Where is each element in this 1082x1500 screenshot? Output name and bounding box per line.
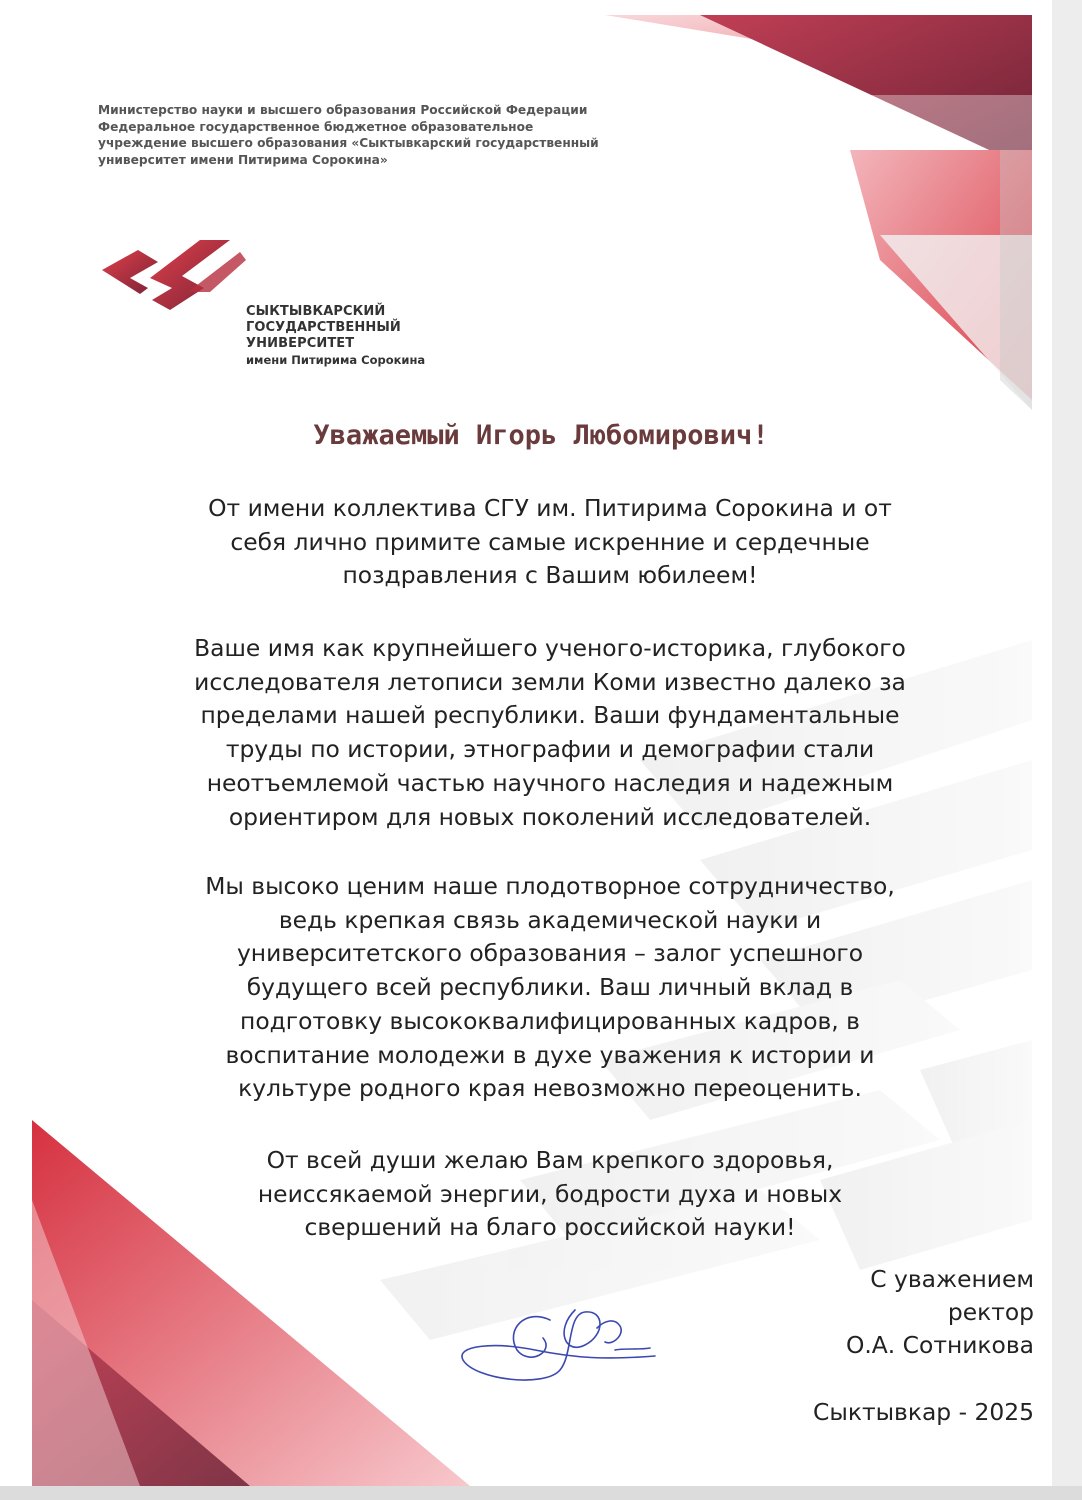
text-line: Ваше имя как крупнейшего ученого-историка, глубокого: [194, 634, 906, 662]
text-line: труды по истории, этнографии и демографии стали: [225, 735, 875, 764]
logo-line: ГОСУДАРСТВЕННЫЙ: [246, 320, 401, 335]
header-line: Федеральное государственное бюджетное образовательное: [98, 119, 534, 134]
text-line: От всей души желаю Вам крепкого здоровья,: [266, 1146, 834, 1174]
signer-name: О.А. Сотникова: [845, 1331, 1034, 1359]
position-line: ректор: [947, 1298, 1034, 1326]
handwritten-signature-icon: [455, 1300, 1015, 1410]
text-line: пределами нашей республики. Ваши фундаментальные: [200, 701, 900, 730]
scan-edge-bottom: [0, 1486, 1082, 1500]
paragraph-1: [120, 492, 980, 593]
paragraph-3: [120, 870, 980, 1106]
text-line: себя лично примите самые искренние и сердечные: [230, 527, 870, 556]
header-line: Министерство науки и высшего образования Российской Федерации: [98, 103, 588, 117]
text-line: культуре родного края невозможно переоценить.: [238, 1074, 862, 1103]
university-name: [246, 304, 425, 368]
text-line: исследователя летописи земли Коми известно далеко за: [194, 667, 906, 696]
text-line: университетского образования – залог успешного: [236, 939, 864, 968]
logo-line: СЫКТЫВКАРСКИЙ: [246, 304, 386, 319]
text-line: От имени коллектива СГУ им. Питирима Сорокина и от: [208, 494, 892, 522]
text-line: воспитание молодежи в духе уважения к истории и: [225, 1040, 875, 1069]
text-line: ведь крепкая связь академической науки и: [278, 905, 822, 934]
text-line: неиссякаемой энергии, бодрости духа и новых: [257, 1179, 843, 1208]
text-line: поздравления с Вашим юбилеем!: [342, 561, 758, 590]
paragraph-4: [120, 1144, 980, 1245]
scan-edge-right: [1052, 0, 1082, 1500]
header-line: учреждение высшего образования «Сыктывкарский государственный: [98, 136, 599, 150]
text-line: подготовку высококвалифицированных кадров, в: [240, 1006, 860, 1035]
logo-line: УНИВЕРСИТЕТ: [246, 336, 355, 351]
greeting-heading: Уважаемый Игорь Любомирович!: [313, 420, 769, 451]
ministry-header: [98, 102, 618, 168]
text-line: свершений на благо российской науки!: [304, 1213, 796, 1242]
header-line: университет имени Питирима Сорокина»: [98, 152, 388, 167]
text-line: будущего всей республики. Ваш личный вклад в: [246, 973, 854, 1002]
text-line: Мы высоко ценим наше плодотворное сотрудничество,: [205, 872, 895, 900]
paragraph-2: [120, 632, 980, 834]
city-year: Сыктывкар - 2025: [813, 1398, 1034, 1426]
text-line: ориентиром для новых поколений исследователей.: [228, 802, 872, 831]
university-logo-icon: [100, 230, 250, 315]
closing-line: С уважением: [870, 1265, 1034, 1293]
text-line: неотъемлемой частью научного наследия и надежным: [206, 768, 894, 797]
logo-subline: имени Питирима Сорокина: [246, 353, 426, 367]
